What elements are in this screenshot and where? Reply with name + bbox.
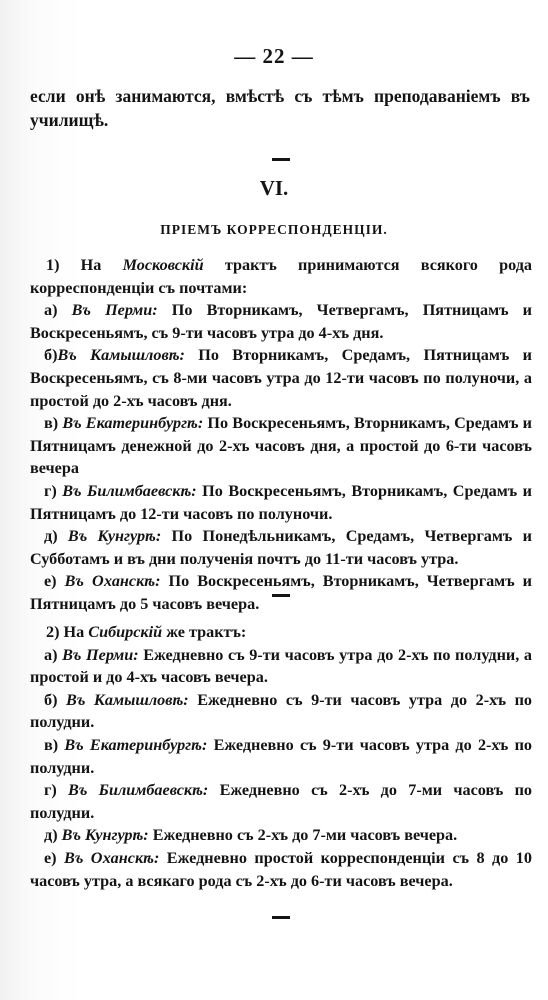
item-marker: б) <box>44 346 58 365</box>
page-number: — 22 — <box>234 44 314 68</box>
siberian-item-okhansk <box>30 847 532 892</box>
item-place: Въ Оханскѣ: <box>64 848 160 867</box>
item-text: Ежедневно съ 2-хъ до 7-ми часовъ вечера. <box>148 826 458 845</box>
item-place: Въ Билимбаевскѣ: <box>68 781 209 800</box>
item-text: Ежедневно съ 9-ти часовъ утра до 2-хъ по полудни. <box>30 735 532 777</box>
item-place: Въ Билимбаевскѣ: <box>62 481 197 500</box>
item-marker: в) <box>44 414 63 433</box>
block-divider <box>272 594 290 597</box>
item-text: Ежедневно съ 9-ти часовъ утра до 2-хъ по полудни, а простой и до 4-хъ часовъ вечера. <box>30 645 533 687</box>
siberian-item-ekaterinburg <box>30 734 532 779</box>
item-marker: е) <box>44 572 65 591</box>
moscow-item-ekaterinburg <box>30 412 532 480</box>
item-text: По Понедѣльникамъ, Средамъ, Четвергамъ и Субботамъ и въ дни полученія почтъ до 11-ти часовъ утра. <box>30 527 532 568</box>
item-marker: е) <box>44 848 65 867</box>
item-text: По Воскресеньямъ, Вторникамъ, Четвергамъ и Пятницамъ до 5 часовъ вечера. <box>30 572 532 613</box>
moscow-item-okhansk <box>30 570 532 615</box>
item-marker: д) <box>44 527 68 546</box>
item-place: Въ Кунгурѣ: <box>61 826 149 845</box>
item-place: Въ Камышловѣ: <box>66 690 189 709</box>
item-place: Въ Камышловѣ: <box>57 346 185 365</box>
intro-prefix: 2) На <box>46 623 89 641</box>
tract-name: Московскій <box>122 256 204 274</box>
section-heading: ПРІЕМЪ КОРРЕСПОНДЕНЦІИ. <box>160 222 388 237</box>
item-text: Ежедневно съ 9-ти часовъ утра до 2-хъ по полудни. <box>30 690 532 732</box>
section-divider <box>272 158 290 161</box>
item-text: По Вторникамъ, Средамъ, Пятницамъ и Воскресеньямъ, съ 8-ми часовъ утра до 12-ти часовъ по полуночи, а простой до 2-хъ часовъ дня. <box>30 346 533 410</box>
siberian-item-kamyshlov <box>30 689 532 734</box>
intro-prefix: 1) На <box>46 256 123 274</box>
siberian-tract-intro <box>30 621 532 644</box>
intro-text: же трактъ: <box>162 623 247 641</box>
siberian-item-kungur <box>30 824 532 847</box>
item-text: По Воскресеньямъ, Вторникамъ, Средамъ и Пятницамъ до 12-ти часовъ по полуночи. <box>30 481 533 523</box>
item-place: Въ Екатеринбургѣ: <box>64 735 208 754</box>
item-marker: г) <box>44 781 69 800</box>
continuation-paragraph: если онѣ занимаются, вмѣстѣ съ тѣмъ преподаваніемъ въ училищѣ. <box>30 86 530 130</box>
item-text: По Вторникамъ, Четвергамъ, Пятницамъ и Воскресеньямъ, съ 9-ти часовъ утра до 4-хъ дня. <box>30 301 533 342</box>
end-divider <box>272 916 290 919</box>
item-place: Въ Кунгурѣ: <box>67 527 162 546</box>
item-text: Ежедневно съ 2-хъ до 7-ми часовъ по полудни. <box>30 781 532 822</box>
moscow-tract-intro <box>30 254 532 299</box>
moscow-tract-block <box>30 254 532 616</box>
item-marker: а) <box>44 645 63 664</box>
section-number: VI. <box>259 176 289 200</box>
item-marker: б) <box>44 690 67 709</box>
item-place: Въ Перми: <box>71 301 158 320</box>
item-marker: в) <box>44 735 65 754</box>
item-place: Въ Оханскѣ: <box>64 572 161 591</box>
item-text: По Воскресеньямъ, Вторникамъ, Средамъ и Пятницамъ денежной до 2-хъ часовъ дня, а простой до 6-ти часовъ вечера <box>30 414 533 478</box>
moscow-item-kamyshlov <box>30 344 532 412</box>
tract-name: Сибирскій <box>88 623 163 641</box>
item-marker: а) <box>44 301 72 320</box>
siberian-item-perm <box>30 644 532 689</box>
item-marker: г) <box>44 481 63 500</box>
intro-text: трактъ принимаются всякого рода корреспонденціи съ почтами: <box>30 256 532 297</box>
moscow-item-perm <box>30 299 532 344</box>
moscow-item-bilimbaevsk <box>30 480 532 525</box>
siberian-tract-block <box>30 621 532 892</box>
moscow-item-kungur <box>30 525 532 570</box>
item-marker: д) <box>44 826 62 845</box>
item-place: Въ Перми: <box>62 645 139 664</box>
item-text: Ежедневно простой корреспонденціи съ 8 до 10 часовъ утра, а всякаго рода съ 2-хъ до 6-ти часовъ вечера. <box>30 848 532 890</box>
siberian-item-bilimbaevsk <box>30 779 532 824</box>
item-place: Въ Екатеринбургѣ: <box>62 414 204 433</box>
